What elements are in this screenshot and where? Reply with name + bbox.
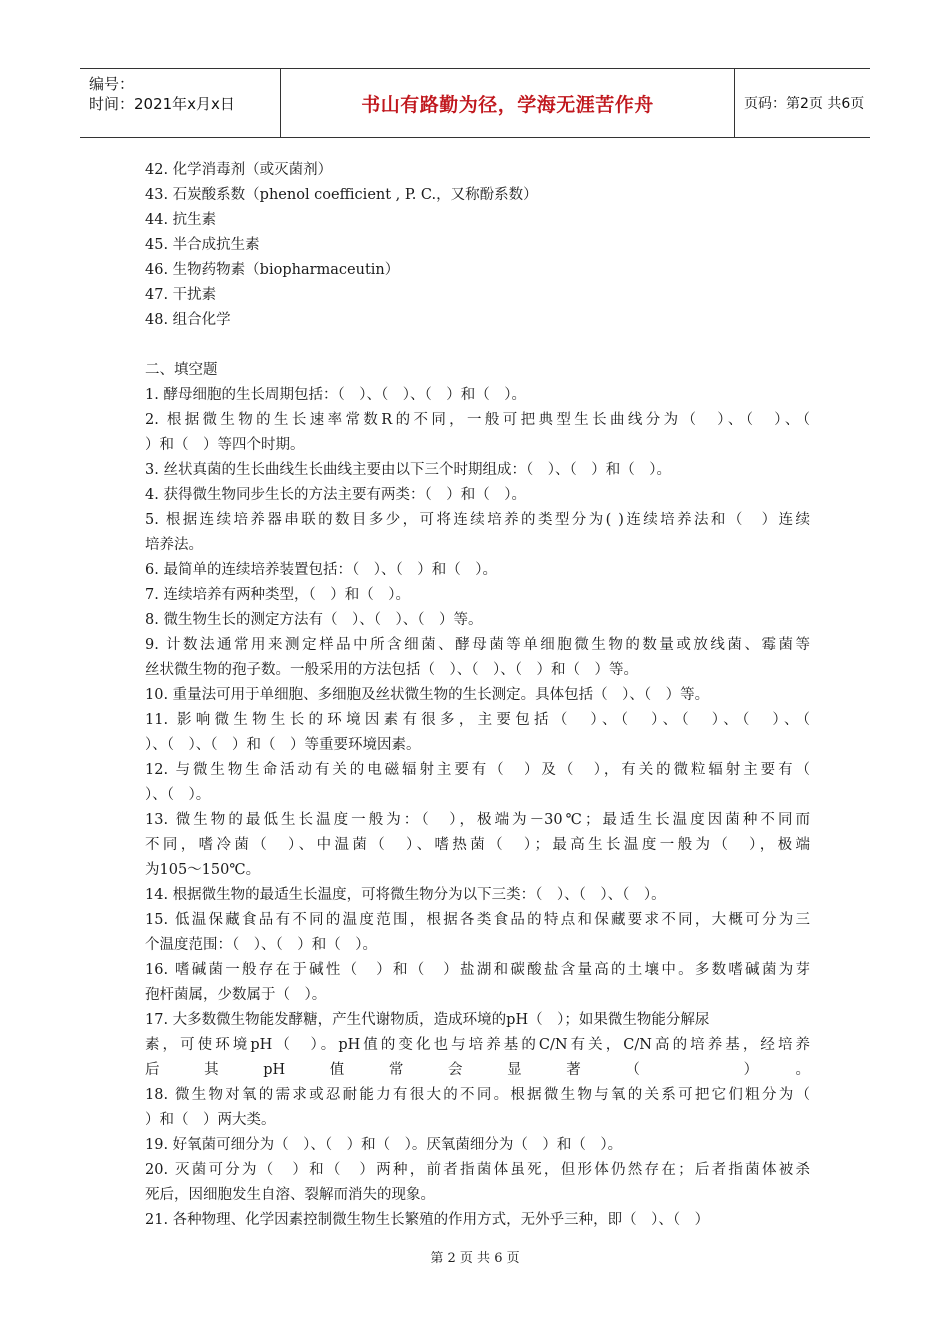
text-line: ）和（ ）两大类。	[145, 1112, 276, 1128]
text-line: 4. 获得微生物同步生长的方法主要有两类：（ ）和（ ）。	[145, 487, 526, 503]
text-line: 48. 组合化学	[145, 312, 231, 328]
text-line: 13. 微生物的最低生长温度一般为：（ ），极端为－30℃；最适生长温度因菌种不同而	[145, 812, 810, 828]
text-line: 6. 最简单的连续培养装置包括：（ ）、（ ）和（ ）。	[145, 562, 497, 578]
text-line: 46. 生物药物素（biopharmaceutin）	[145, 262, 400, 278]
text-line: 15. 低温保藏食品有不同的温度范围，根据各类食品的特点和保藏要求不同，大概可分为三	[145, 912, 810, 928]
text-line: 不同，嗜冷菌（ ）、中温菌（ ）、嗜热菌（ ）；最高生长温度一般为（ ），极端	[145, 837, 810, 853]
serial-number-label: 编号：	[89, 75, 135, 93]
text-line: 47. 干扰素	[145, 287, 217, 303]
page-code: 页码：第2页 共6页	[744, 96, 865, 112]
page-footer: 第 2 页 共 6 页	[430, 1251, 520, 1266]
text-line: 1. 酵母细胞的生长周期包括：（ ）、（ ）、（ ）和（ ）。	[145, 387, 526, 403]
motto: 书山有路勤为径，学海无涯苦作舟	[361, 93, 654, 116]
text-line: 二、填空题	[145, 362, 218, 378]
text-line: 5. 根据连续培养器串联的数目多少，可将连续培养的类型分为( )连续培养法和（ ）连续	[145, 512, 810, 528]
date-label: 时间：2021年x月x日	[89, 95, 235, 113]
page-header	[80, 68, 870, 138]
text-line: 后其pH值常会显著（ ）。	[145, 1062, 810, 1078]
blank-line	[145, 333, 810, 358]
text-line: 42. 化学消毒剂（或灭菌剂）	[145, 162, 333, 178]
document-body	[145, 158, 810, 1233]
header-page-cell	[735, 69, 870, 137]
text-line: 12. 与微生物生命活动有关的电磁辐射主要有（ ）及（ ），有关的微粒辐射主要有（	[145, 762, 810, 778]
text-line: ）和（ ）等四个时期。	[145, 437, 305, 453]
text-line: 为105～150℃。	[145, 862, 261, 878]
text-line: 8. 微生物生长的测定方法有（ ）、（ ）、（ ）等。	[145, 612, 483, 628]
text-line: 7. 连续培养有两种类型，（ ）和（ ）。	[145, 587, 410, 603]
text-line: 培养法。	[145, 537, 203, 553]
text-line: 孢杆菌属，少数属于（ ）。	[145, 987, 327, 1003]
header-motto-cell	[280, 69, 735, 137]
text-line: 45. 半合成抗生素	[145, 237, 260, 253]
text-line: 个温度范围：（ ）、（ ）和（ ）。	[145, 937, 377, 953]
text-line: 18. 微生物对氧的需求或忍耐能力有很大的不同。根据微生物与氧的关系可把它们粗分为（	[145, 1087, 810, 1103]
text-line: 素，可使环境pH（ ）。pH值的变化也与培养基的C/N有关，C/N高的培养基，经培养	[145, 1037, 810, 1053]
text-line: 17. 大多数微生物能发酵糖，产生代谢物质，造成环境的pH（ ）；如果微生物能分解尿	[145, 1012, 710, 1028]
text-line: 丝状微生物的孢子数。一般采用的方法包括（ ）、（ ）、（ ）和（ ）等。	[145, 662, 638, 678]
text-line: 43. 石炭酸系数（phenol coefficient , P. C.，又称酚系数）	[145, 187, 538, 203]
text-line: ）、（ ）、（ ）和（ ）等重要环境因素。	[145, 737, 421, 753]
text-line: 10. 重量法可用于单细胞、多细胞及丝状微生物的生长测定。具体包括（ ）、（ ）等。	[145, 687, 710, 703]
text-line: 2. 根据微生物的生长速率常数R的不同，一般可把典型生长曲线分为（ ）、（ ）、（	[145, 412, 810, 428]
text-line: 死后，因细胞发生自溶、裂解而消失的现象。	[145, 1187, 435, 1203]
text-line: ）、（ ）。	[145, 787, 211, 803]
text-line: 44. 抗生素	[145, 212, 217, 228]
text-line: 9. 计数法通常用来测定样品中所含细菌、酵母菌等单细胞微生物的数量或放线菌、霉菌等	[145, 637, 810, 653]
header-left-cell	[80, 69, 280, 137]
text-line: 11. 影响微生物生长的环境因素有很多，主要包括（ ）、（ ）、（ ）、（ ）、（	[145, 712, 810, 728]
text-line: 20. 灭菌可分为（ ）和（ ）两种，前者指菌体虽死，但形体仍然存在；后者指菌体被杀	[145, 1162, 810, 1178]
text-line: 16. 嗜碱菌一般存在于碱性（ ）和（ ）盐湖和碳酸盐含量高的土壤中。多数嗜碱菌为芽	[145, 962, 810, 978]
text-line: 21. 各种物理、化学因素控制微生物生长繁殖的作用方式，无外乎三种，即（ ）、（ ）	[145, 1212, 710, 1228]
text-line: 14. 根据微生物的最适生长温度，可将微生物分为以下三类：（ ）、（ ）、（ ）。	[145, 887, 666, 903]
text-line: 19. 好氧菌可细分为（ ）、（ ）和（ ）。厌氧菌细分为（ ）和（ ）。	[145, 1137, 623, 1153]
text-line: 3. 丝状真菌的生长曲线生长曲线主要由以下三个时期组成：（ ）、（ ）和（ ）。	[145, 462, 671, 478]
